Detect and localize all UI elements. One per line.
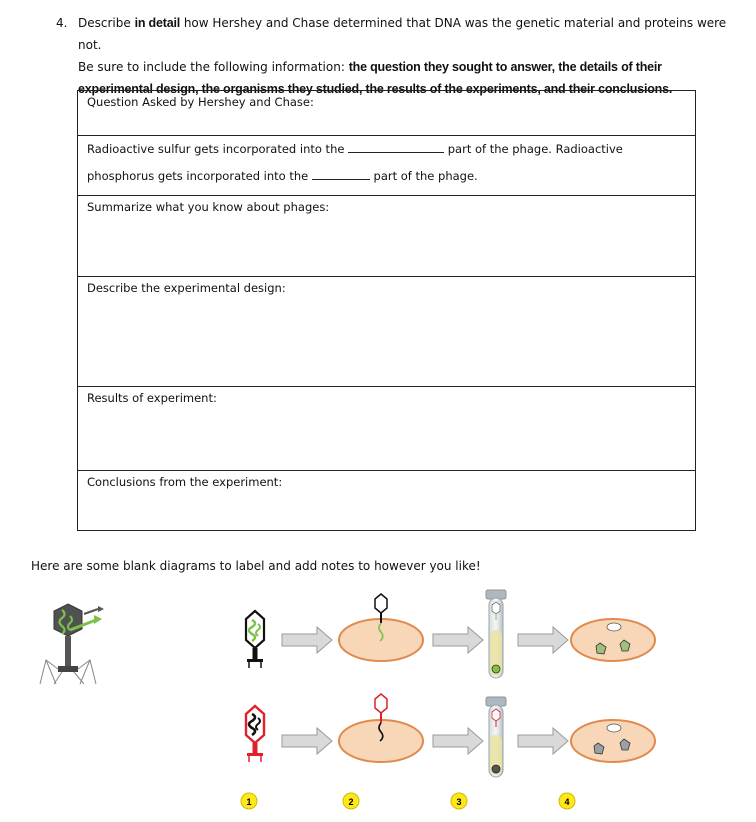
step-label-4: 4 <box>564 797 570 807</box>
arrow-1b <box>282 728 332 754</box>
row-green-phage <box>246 611 264 668</box>
step-badge-2 <box>343 793 359 809</box>
tube-1 <box>486 590 506 678</box>
step-badge-3 <box>451 793 467 809</box>
diagram-intro: Here are some blank diagrams to label and add notes to however you like! <box>31 559 481 573</box>
bacterium-plate-2 <box>339 694 423 762</box>
radioactive-cell[interactable]: Radioactive sulfur gets incorporated into the part of the phage. Radioactive phosphorus gets incorporated into the part of the phage. <box>78 136 696 196</box>
step-badge-4 <box>559 793 575 809</box>
arrow-2b <box>433 728 483 754</box>
conclusions-label: Conclusions from the experiment: <box>87 475 283 489</box>
conclusions-cell[interactable] <box>78 471 696 531</box>
bacterium-plate-1 <box>339 594 423 661</box>
step-label-1: 1 <box>246 797 252 807</box>
arrow-2a <box>433 627 483 653</box>
question-asked-cell[interactable] <box>78 91 696 136</box>
results-cell[interactable] <box>78 387 696 471</box>
design-cell[interactable] <box>78 277 696 387</box>
question-asked-label: Question Asked by Hershey and Chase: <box>87 95 314 109</box>
question-line-3: experimental design, the organisms they studied, the results of the experiments, and their conclusions. <box>78 82 673 96</box>
experiment-diagrams <box>0 580 756 822</box>
step-label-2: 2 <box>348 797 354 807</box>
result-plate-2 <box>571 720 655 762</box>
question-line-2: Be sure to include the following information: the question they sought to answer, the details of their <box>78 60 662 74</box>
phages-label: Summarize what you know about phages: <box>87 200 330 214</box>
question-number: 4. <box>56 16 68 30</box>
question-line-1: Describe in detail how Hershey and Chase determined that DNA was the genetic material and proteins were not. <box>78 16 727 52</box>
step-badge-1 <box>241 793 257 809</box>
arrow-3a <box>518 627 568 653</box>
arrow-3b <box>518 728 568 754</box>
phage-illustration <box>40 604 104 684</box>
design-label: Describe the experimental design: <box>87 281 286 295</box>
result-plate-1 <box>571 619 655 661</box>
step-label-3: 3 <box>456 797 462 807</box>
answer-table <box>77 90 696 531</box>
tube-2 <box>486 697 506 777</box>
results-label: Results of experiment: <box>87 391 217 405</box>
phages-cell[interactable] <box>78 196 696 277</box>
arrow-1a <box>282 627 332 653</box>
sulfur-blank[interactable] <box>348 141 444 153</box>
row-red-phage <box>246 706 264 762</box>
phosphorus-blank[interactable] <box>312 168 370 180</box>
